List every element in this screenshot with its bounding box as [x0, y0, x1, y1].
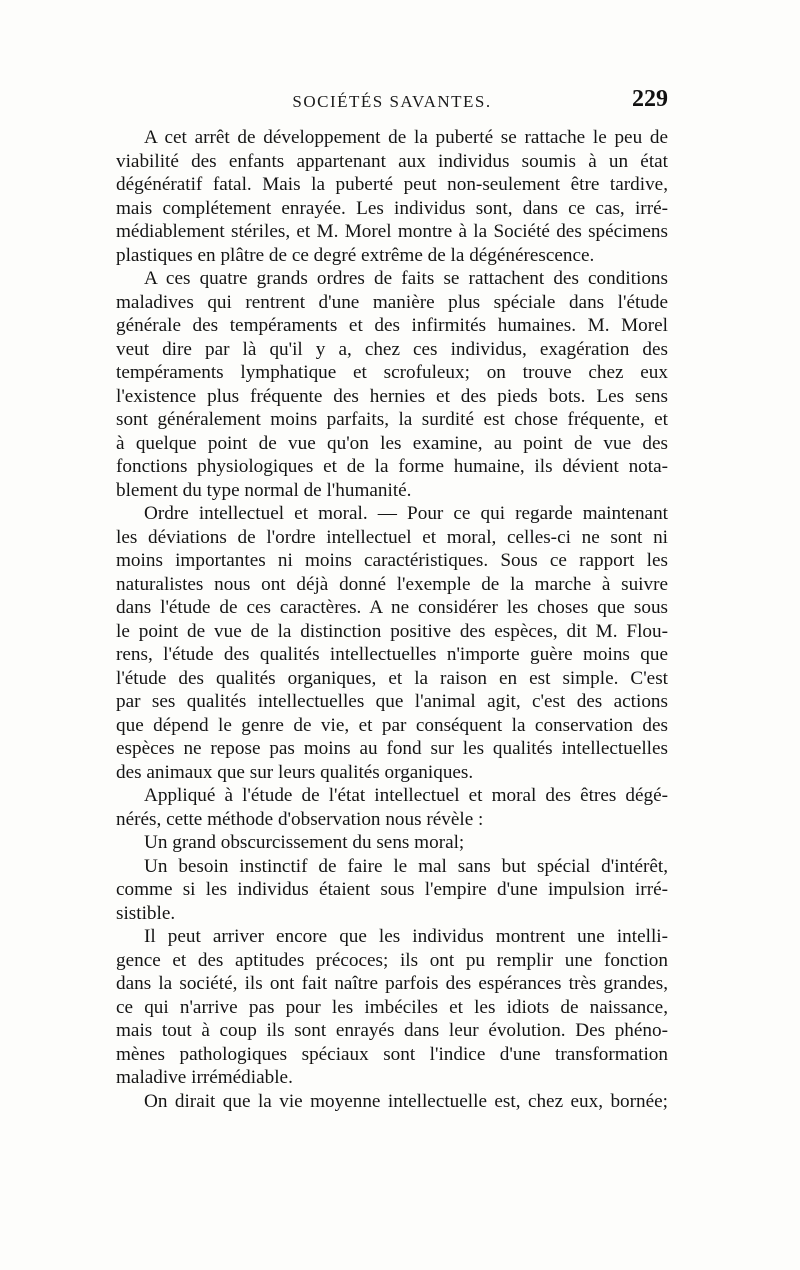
text-line: Ordre intellectuel et moral. — Pour ce qui regarde maintenant — [144, 503, 668, 524]
text-line: à quelque point de vue qu'on les examine, au point de vue des — [116, 432, 668, 454]
text-line: le point de vue de la distinction positive des espèces, dit M. Flou- — [116, 620, 668, 642]
text-line: que dépend le genre de vie, et par conséquent la conservation des — [116, 714, 668, 736]
paragraph-list-item-1 — [116, 831, 668, 855]
paragraph-precocious — [116, 925, 668, 1090]
text-line: par ses qualités intellectuelles que l'animal agit, c'est des actions — [116, 691, 668, 712]
text-line: Appliqué à l'étude de l'état intellectuel et moral des êtres dégé- — [144, 785, 668, 806]
text-line: maladive irrémédiable. — [116, 1067, 293, 1088]
text-line: rens, l'étude des qualités intellectuelles n'importe guère moins que — [116, 644, 668, 665]
paragraph-list-item-2 — [116, 855, 668, 926]
text-line: nérés, cette méthode d'observation nous révèle : — [116, 808, 484, 830]
text-line: générale des tempéraments et des infirmités humaines. M. Morel — [116, 315, 668, 336]
text-line: mènes pathologiques spéciaux sont l'indice d'une transformation — [116, 1043, 668, 1065]
body-text — [116, 126, 668, 1113]
text-line: médiablement stériles, et M. Morel montre à la Société des spécimens — [116, 221, 668, 242]
text-line: A cet arrêt de développement de la puberté se rattache le peu de — [144, 127, 668, 148]
text-line: l'existence plus fréquente des hernies et des pieds bots. Les sens — [116, 385, 668, 407]
text-line: sont généralement moins parfaits, la surdité est chose fréquente, et — [116, 409, 668, 430]
page-number: 229 — [632, 86, 668, 112]
text-line: dans la société, ils ont fait naître parfois des espérances très grandes, — [116, 973, 668, 994]
text-line: maladives qui rentrent d'une manière plus spéciale dans l'étude — [116, 291, 668, 313]
text-line: mais tout à coup ils sont enrayés dans leur évolution. Des phéno- — [116, 1020, 668, 1041]
text-line: espèces ne repose pas moins au fond sur les qualités intellectuelles — [116, 738, 668, 759]
text-line: Un besoin instinctif de faire le mal sans but spécial d'intérêt, — [144, 855, 668, 877]
text-line: gence et des aptitudes précoces; ils ont pu remplir une fonction — [116, 949, 668, 971]
text-line: naturalistes nous ont déjà donné l'exemple de la marche à suivre — [116, 573, 668, 595]
paragraph-final — [116, 1090, 668, 1114]
paragraph-method — [116, 784, 668, 831]
text-line: Un grand obscurcissement du sens moral; — [144, 832, 465, 853]
paragraph-intellectual-moral — [116, 502, 668, 784]
text-line: blement du type normal de l'humanité. — [116, 479, 412, 501]
text-line: Il peut arriver encore que les individus montrent une intelli- — [144, 926, 668, 947]
text-line: mais complétement enrayée. Les individus sont, dans ce cas, irré- — [116, 197, 668, 219]
text-line: sistible. — [116, 902, 176, 924]
text-line: veut dire par là qu'il y a, chez ces individus, exagération des — [116, 338, 668, 360]
text-line: On dirait que la vie moyenne intellectuelle est, chez eux, bornée; — [144, 1090, 668, 1112]
text-line: A ces quatre grands ordres de faits se rattachent des conditions — [144, 268, 668, 289]
text-line: les déviations de l'ordre intellectuel et moral, celles-ci ne sont ni — [116, 526, 668, 548]
text-line: dégénératif fatal. Mais la puberté peut non-seulement être tardive, — [116, 174, 668, 195]
paragraph-puberty — [116, 126, 668, 267]
text-line: ce qui n'arrive pas pour les imbéciles et les idiots de naissance, — [116, 996, 668, 1018]
text-line: dans l'étude de ces caractères. A ne considérer les choses que sous — [116, 597, 668, 618]
text-line: des animaux que sur leurs qualités organiques. — [116, 761, 474, 783]
running-title: SOCIÉTÉS SAVANTES. — [292, 92, 492, 111]
paragraph-four-orders — [116, 267, 668, 502]
text-line: moins importantes ni moins caractéristiques. Sous ce rapport les — [116, 550, 668, 571]
text-line: viabilité des enfants appartenant aux individus soumis à un état — [116, 150, 668, 172]
text-line: plastiques en plâtre de ce degré extrême de la dégénérescence. — [116, 244, 595, 266]
text-line: l'étude des qualités organiques, et la raison en est simple. C'est — [116, 667, 668, 689]
text-line: fonctions physiologiques et de la forme humaine, ils dévient nota- — [116, 456, 668, 477]
text-line: tempéraments lymphatique et scrofuleux; on trouve chez eux — [116, 362, 668, 383]
running-head — [116, 86, 668, 120]
text-line: comme si les individus étaient sous l'empire d'une impulsion irré- — [116, 879, 668, 900]
